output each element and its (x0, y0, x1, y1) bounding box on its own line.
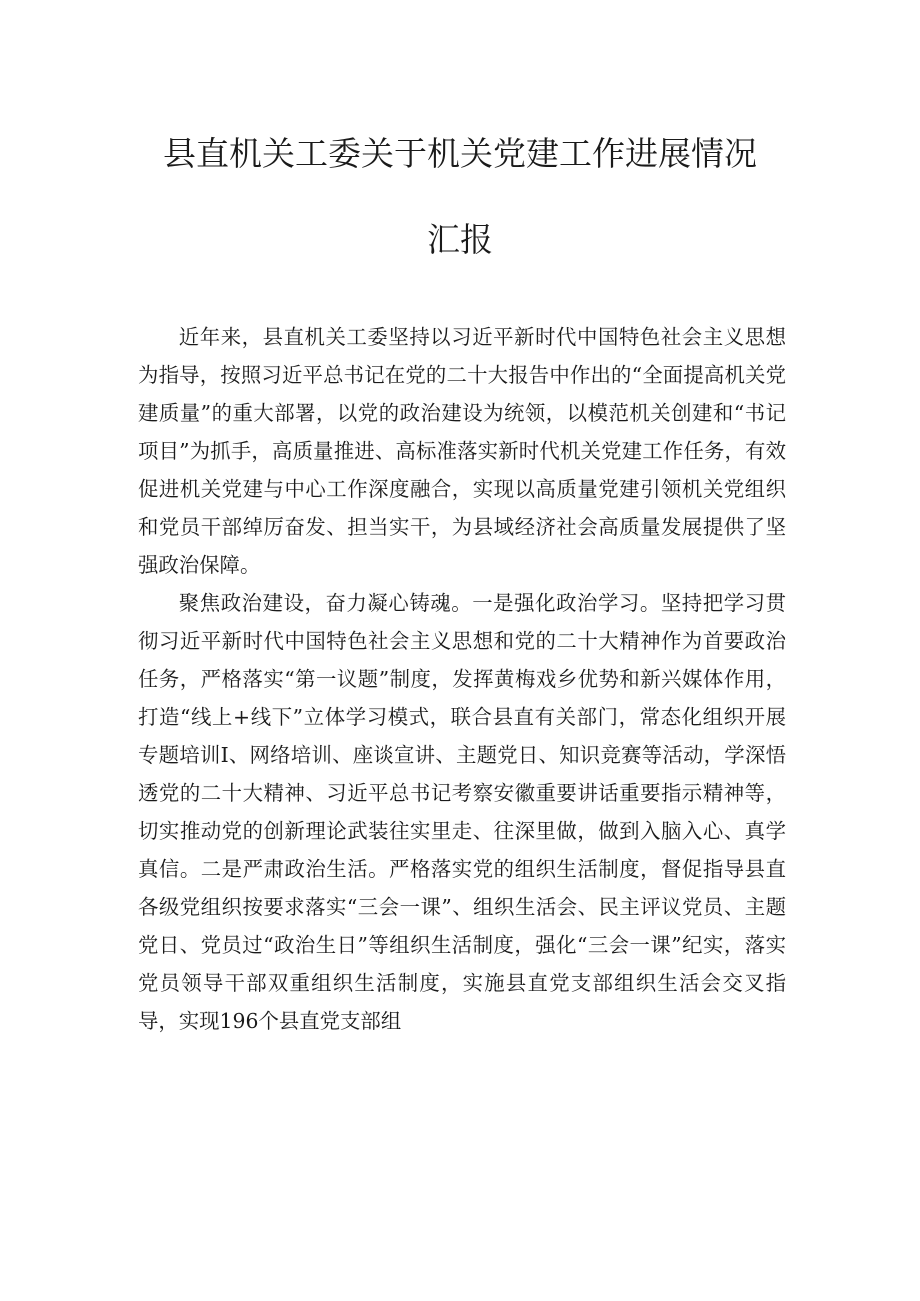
document-title-line-1: 县直机关工委关于机关党建工作进展情况 (163, 134, 757, 173)
paragraph-political-construction: 聚焦政治建设，奋力凝心铸魂。一是强化政治学习。坚持把学习贯彻习近平新时代中国特色社会主义思想和党的二十大精神作为首要政治任务，严格落实“第一议题”制度，发挥黄梅戏乡优势和新兴媒体作用，打造“线上+线下”立体学习模式，联合县直有关部门，常态化组织开展专题培训I、网络培训、座谈宣讲、主题党日、知识竞赛等活动，学深悟透党的二十大精神、习近平总书记考察安徽重要讲话重要指示精神等，切实推动党的创新理论武装往实里走、往深里做，做到入脑入心、真学真信。二是严肃政治生活。严格落实党的组织生活制度，督促指导县直各级党组织按要求落实“三会一课”、组织生活会、民主评议党员、主题党日、党员过“政治生日”等组织生活制度，强化“三会一课”纪实，落实党员领导干部双重组织生活制度，实施县直党支部组织生活会交叉指导，实现196个县直党支部组 (138, 591, 786, 1033)
paragraph-introduction: 近年来，县直机关工委坚持以习近平新时代中国特色社会主义思想为指导，按照习近平总书记在党的二十大报告中作出的“全面提高机关党建质量”的重大部署，以党的政治建设为统领，以模范机关创建和“书记项目”为抓手，高质量推进、高标准落实新时代机关党建工作任务，有效促进机关党建与中心工作深度融合，实现以高质量党建引领机关党组织和党员干部绰厉奋发、担当实干，为县域经济社会高质量发展提供了坚强政治保障。 (138, 325, 786, 577)
document-body (138, 318, 786, 1040)
document-title-line-2: 汇报 (427, 220, 493, 259)
